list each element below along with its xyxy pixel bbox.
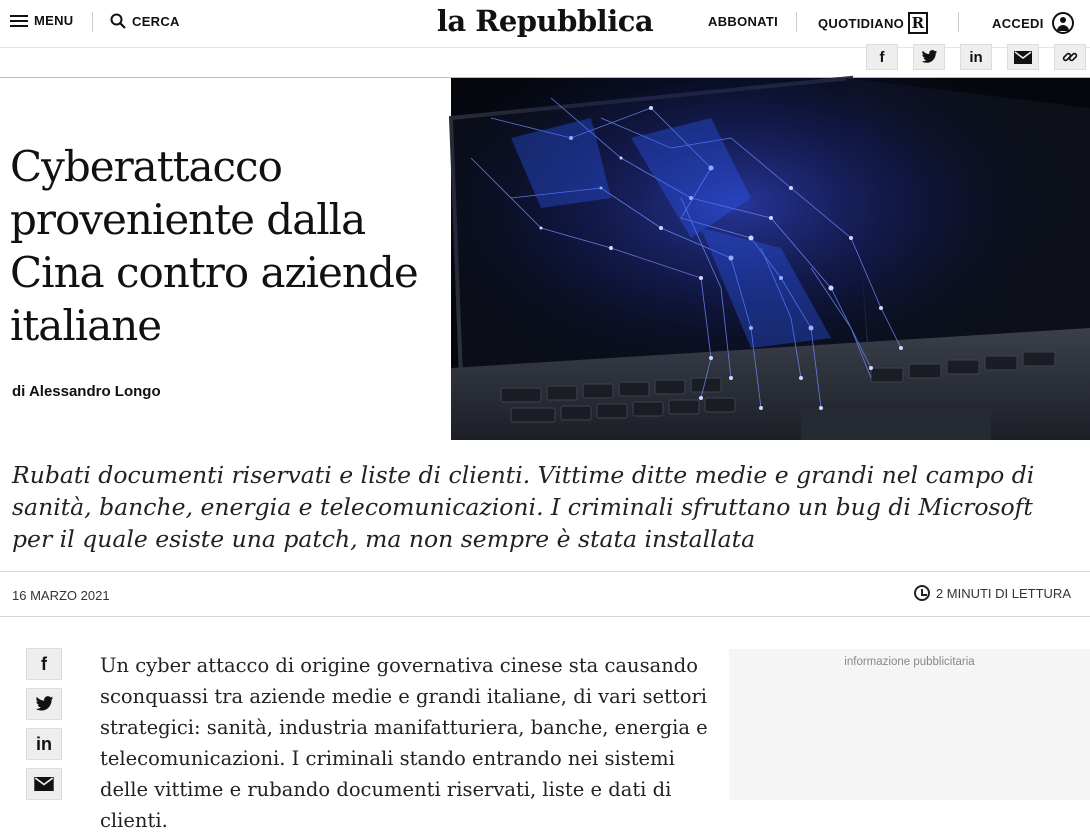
article-body: Un cyber attacco di origine governativa cinese sta causando sconquassi tra aziende medie e grandi italiane, di vari settori strategici: sanità, industria manifatturiera, banche, energia e telecomunicazioni. I criminali stando entrando nei sistemi delle vittime e rubando documenti riservati, liste e dati di clienti. [100,654,708,832]
divider [0,616,1090,617]
daily-newspaper-link[interactable] [818,12,928,34]
share-toolbar [866,44,1086,70]
repubblica-r-icon: R [908,12,928,34]
site-logo[interactable]: la Repubblica [436,4,654,38]
subscribe-label: ABBONATI [708,14,779,29]
linkedin-icon: in [36,733,52,754]
email-icon [34,777,54,791]
user-account-icon [1052,12,1074,34]
divider [958,12,959,32]
clock-icon [914,585,930,601]
login-button[interactable] [992,12,1074,34]
subscribe-link[interactable] [708,14,778,29]
facebook-icon: f [879,48,885,66]
linkedin-share-button[interactable] [26,728,62,760]
reading-time-label: 2 MINUTI DI LETTURA [935,585,1071,601]
article-summary: Rubati documenti riservati e liste di clienti. Vittime ditte medie e grandi nel campo di sanità, banche, energia e telecomunicazioni. I criminali sfruttano un bug di Microsoft per il quale esiste una patch, ma non sempre è stata installata [12,461,1035,553]
login-label: ACCEDI [992,15,1044,31]
advertisement-slot[interactable] [729,649,1090,800]
twitter-icon [35,696,54,712]
menu-label: MENU [34,13,74,28]
publish-date: 16 MARZO 2021 [12,588,110,603]
divider [796,12,797,32]
copy-link-button[interactable] [1054,44,1086,70]
facebook-icon: f [41,653,47,674]
twitter-share-button[interactable] [913,44,945,70]
link-icon [1062,49,1078,65]
email-share-button[interactable] [26,768,62,800]
hero-image [451,78,1090,440]
email-share-button[interactable] [1007,44,1039,70]
reading-time [914,585,1071,601]
twitter-icon [921,50,938,64]
email-icon [1014,51,1032,64]
daily-label: QUOTIDIANO [818,15,905,31]
facebook-share-button[interactable] [866,44,898,70]
top-navigation-bar [0,0,1090,48]
article-headline: Cyberattacco proveniente dalla Cina contro aziende italiane [10,142,418,350]
linkedin-icon: in [969,48,983,66]
facebook-share-button[interactable] [26,648,62,680]
search-label: CERCA [132,13,180,29]
side-share-toolbar [26,648,62,800]
ad-label: informazione pubblicitaria [844,656,975,668]
author-byline[interactable]: di Alessandro Longo [12,383,161,400]
twitter-share-button[interactable] [26,688,62,720]
divider [0,571,1090,572]
linkedin-share-button[interactable] [960,44,992,70]
